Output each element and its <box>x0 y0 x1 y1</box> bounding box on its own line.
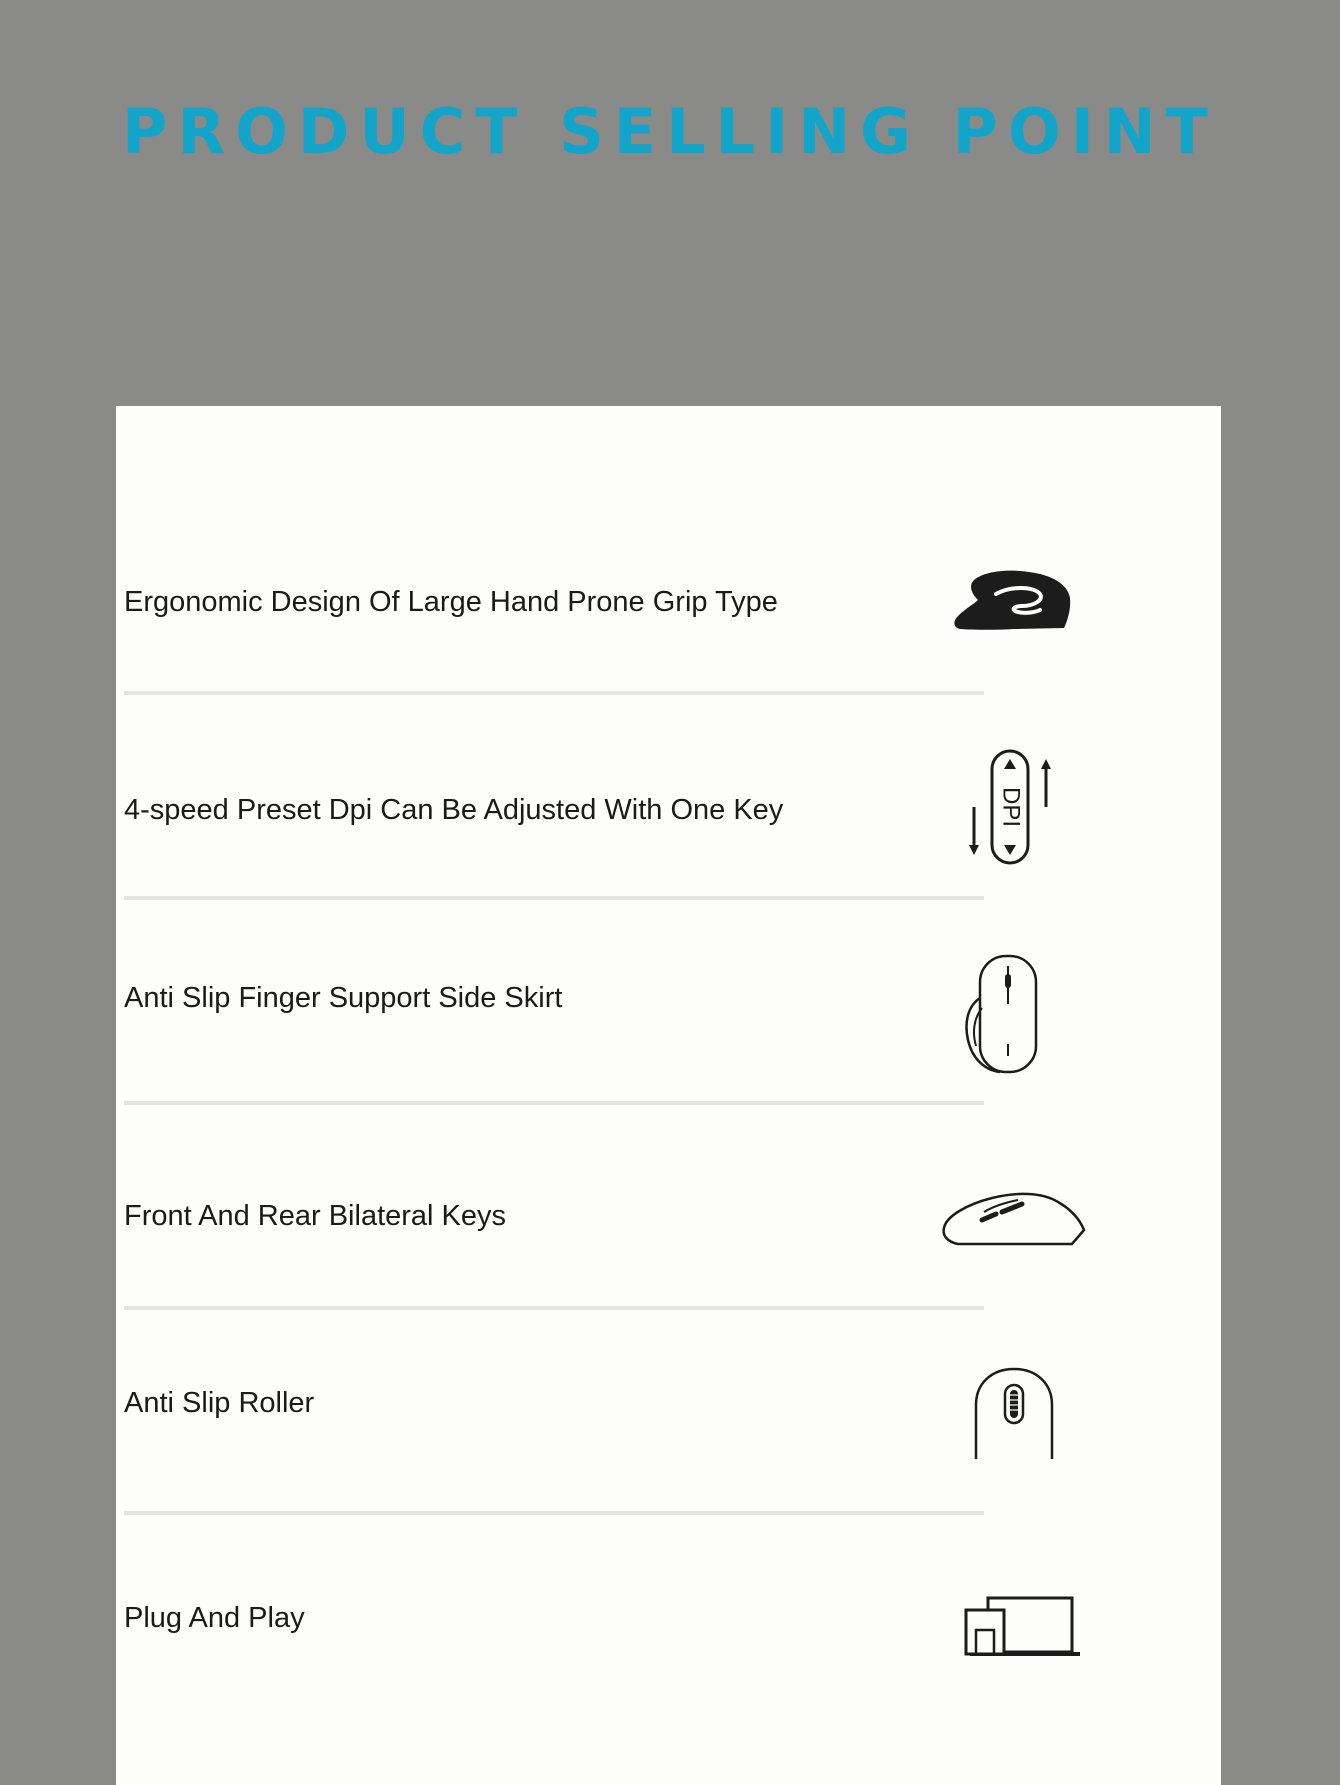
divider <box>124 1306 984 1310</box>
divider <box>124 896 984 900</box>
usb-receiver-laptop-icon <box>960 1594 1090 1660</box>
feature-label: Anti Slip Roller <box>124 1387 315 1419</box>
scroll-wheel-icon <box>972 1365 1058 1461</box>
dpi-button-icon <box>962 747 1062 867</box>
feature-item-plug-and-play <box>124 1600 984 1646</box>
mouse-side-skirt-icon <box>960 952 1050 1078</box>
feature-item-side-keys <box>124 1198 984 1244</box>
divider <box>124 691 984 695</box>
feature-item-roller <box>124 1385 984 1431</box>
feature-item-dpi <box>124 786 1025 833</box>
feature-label: Front And Rear Bilateral Keys <box>124 1200 507 1232</box>
hand-grip-icon <box>952 568 1074 632</box>
feature-label: Ergonomic Design Of Large Hand Prone Grip Type <box>124 586 778 618</box>
divider <box>124 1511 984 1515</box>
feature-label: 4-speed Preset Dpi Can Be Adjusted With One Key <box>124 794 784 826</box>
feature-item-ergonomic <box>124 580 984 626</box>
page-title: PRODUCT SELLING POINT <box>122 95 1218 168</box>
feature-label: Anti Slip Finger Support Side Skirt <box>124 982 563 1014</box>
dpi-label: DPI <box>997 786 1025 828</box>
feature-item-side-skirt <box>124 980 984 1026</box>
divider <box>124 1101 984 1105</box>
mouse-side-keys-icon <box>938 1188 1088 1250</box>
feature-label: Plug And Play <box>124 1602 305 1634</box>
